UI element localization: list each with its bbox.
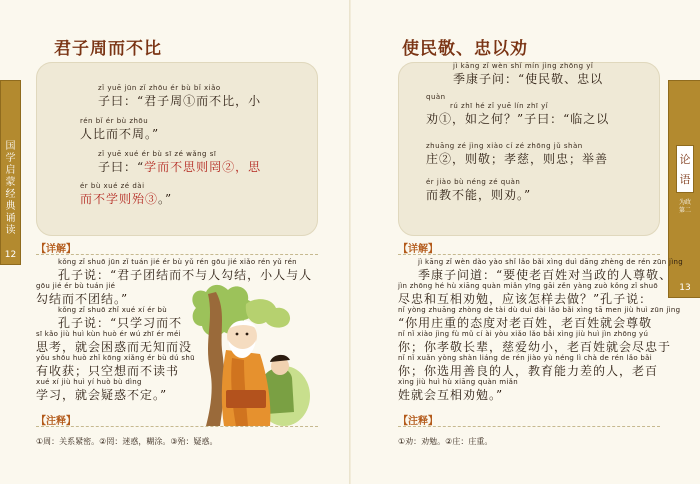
verse-line: zǐ yuē xué ér bù sī zé wǎng sī 子曰：“学而不思则罔②，思 [98,150,262,174]
verse-line: jì kāng zǐ wèn shǐ mín jìng zhōng yǐ 季康子问：“使民敬、忠以 [453,62,604,86]
verse-line: ér bù xué zé dài 而不学则殆③。” [80,182,173,206]
divider [398,254,660,255]
notes-heading-left: 【注释】 [36,416,76,427]
detail-line: yǒu shōu huò zhǐ kōng xiǎng ér bù dú shū 有收获；只空想而不读书 [36,354,195,378]
detail-line: xué xí jiù huì yí huò bù dìng 学习，就会疑惑不定。” [36,378,168,402]
chapter-label: 论语 [676,145,694,193]
confucius-illustration [186,280,318,430]
detail-line: gōu jié ér bù tuán jié 勾结而不团结。” [36,282,129,306]
page-number-right: 13 [679,283,691,293]
series-title: 国学启蒙经典诵读 [5,141,16,236]
verse-line: rén bǐ ér bù zhōu 人比而不周。” [80,117,160,141]
series-tab [0,80,21,265]
divider [36,254,318,255]
detail-line: nǐ nǐ xuǎn yòng shàn liáng de rén jiào yù néng lì chà de rén lǎo bǎi 你；你选用善良的人，教育能力差的人，老百 [398,354,659,378]
page-number-left: 12 [4,250,17,260]
detail-line: xìng jiù huì hù xiāng quàn miǎn 姓就会互相劝勉。” [398,378,518,402]
divider [36,426,318,427]
detail-line: kǒng zǐ shuō jūn zǐ tuán jié ér bù yǔ rén gōu jié xiǎo rén yǔ rén 孔子说：“君子团结而不与人勾结，小人与人 [58,258,313,282]
detail-line: nǐ yòng zhuāng zhòng de tài dù duì dài lǎo bǎi xìng tā men jiù huì zūn jìng “你用庄重的态度对老百姓，老百姓就会尊敬 [398,306,681,330]
notes-heading-right: 【注释】 [398,416,438,427]
verse-line: quàn [426,93,446,101]
verse-line: zǐ yuē jūn zǐ zhōu ér bù bǐ xiǎo 子曰：“君子周①而不比，小 [98,84,262,108]
verse-line: ér jiào bù néng zé quàn 而教不能，则劝。” [426,178,532,202]
gutter [349,0,351,484]
chapter-subtitle: 为政第二 [679,199,692,214]
detail-line: kǒng zǐ shuō zhǐ xué xí ér bù 孔子说：“只学习而不 [58,306,183,330]
detail-line: nǐ nǐ xiào jìng fù mǔ cí ài yòu xiǎo lǎo bǎi xìng jiù huì jìn zhōng yú 你；你孝敬长辈，慈爱幼小，老百姓就会尽忠于 [398,330,672,354]
notes-right: ①劝：劝勉。②庄：庄重。 [398,437,493,446]
lesson-title-right: 使民敬、忠以劝 [402,39,528,59]
verse-card-right [398,62,660,236]
notes-left: ①周：关系紧密。②罔：迷惑，糊涂。③殆：疑惑。 [36,437,218,446]
detail-heading-left: 【详解】 [36,244,76,255]
detail-line: sī kǎo jiù huì kùn huò ér wú zhī ér méi 思考，就会困惑而无知而没 [36,330,193,354]
detail-heading-right: 【详解】 [398,244,438,255]
verse-line: rú zhī hé zǐ yuē lín zhī yǐ 劝①，如之何？”子曰：“临之以 [426,102,610,126]
verse-card-left [36,62,318,236]
divider [398,426,660,427]
detail-line: jìn zhōng hé hù xiāng quàn miǎn yīng gāi zěn yàng zuò kǒng zǐ shuō 尽忠和互相劝勉，应该怎样去做？”孔子说： [398,282,658,306]
lesson-title-left: 君子周而不比 [54,39,162,59]
detail-line: jì kāng zǐ wèn dào yào shǐ lǎo bǎi xìng duì dāng zhèng de rén zūn jìng 季康子问道：“要使老百姓对当政的人尊敬、 [418,258,683,282]
verse-line: zhuāng zé jìng xiào cí zé zhōng jǔ shàn 庄②，则敬；孝慈，则忠；举善 [426,142,609,166]
